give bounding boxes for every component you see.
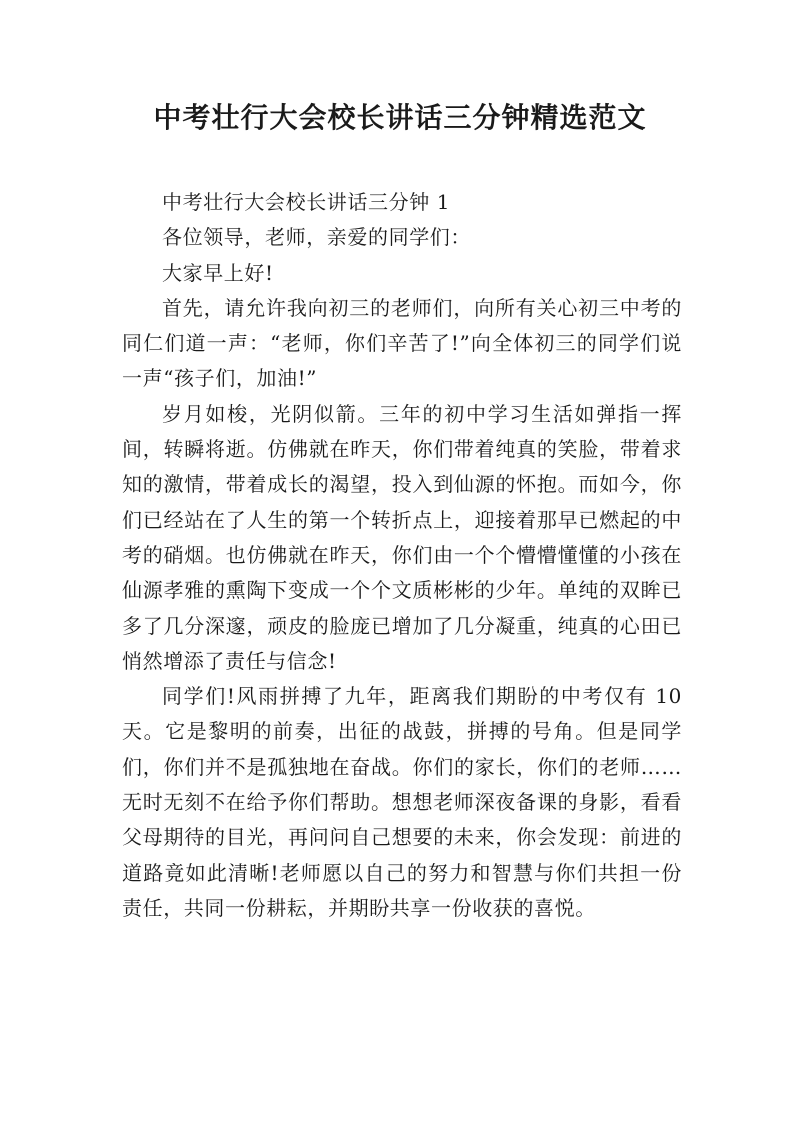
subtitle-paragraph: 中考壮行大会校长讲话三分钟 1	[162, 190, 451, 214]
body-paragraph: 同学们!风雨拼搏了九年，距离我们期盼的中考仅有 10 天。它是黎明的前奏，出征的战鼓，拼搏的号角。但是同学们，你们并不是孤独地在奋战。你们的家长，你们的老师……无时无刻不在给予你们帮助。想想老师深夜备课的身影，看看父母期待的目光，再问问自己想要的未来，你会发现：前进的道路竟如此清晰!老师愿以自己的努力和智慧与你们共担一份责任，共同一份耕耘，并期盼共享一份收获的喜悦。	[122, 684, 682, 920]
document-body	[122, 185, 682, 926]
body-paragraph: 首先，请允许我向初三的老师们，向所有关心初三中考的同仁们道一声：“老师，你们辛苦了!”向全体初三的同学们说一声“孩子们，加油!”	[122, 295, 682, 391]
greeting-paragraph: 大家早上好!	[162, 260, 274, 285]
body-paragraph: 岁月如梭，光阴似箭。三年的初中学习生活如弹指一挥间，转瞬将逝。仿佛就在昨天，你们带着纯真的笑脸，带着求知的激情，带着成长的渴望，投入到仙源的怀抱。而如今，你们已经站在了人生的第一个转折点上，迎接着那早已燃起的中考的硝烟。也仿佛就在昨天，你们由一个个懵懵懂懂的小孩在仙源孝雅的熏陶下变成一个个文质彬彬的少年。单纯的双眸已多了几分深邃，顽皮的脸庞已增加了几分凝重，纯真的心田已悄然增添了责任与信念!	[122, 401, 682, 673]
salutation-paragraph: 各位领导，老师，亲爱的同学们：	[162, 225, 471, 250]
document-title: 中考壮行大会校长讲话三分钟精选范文	[153, 101, 647, 134]
